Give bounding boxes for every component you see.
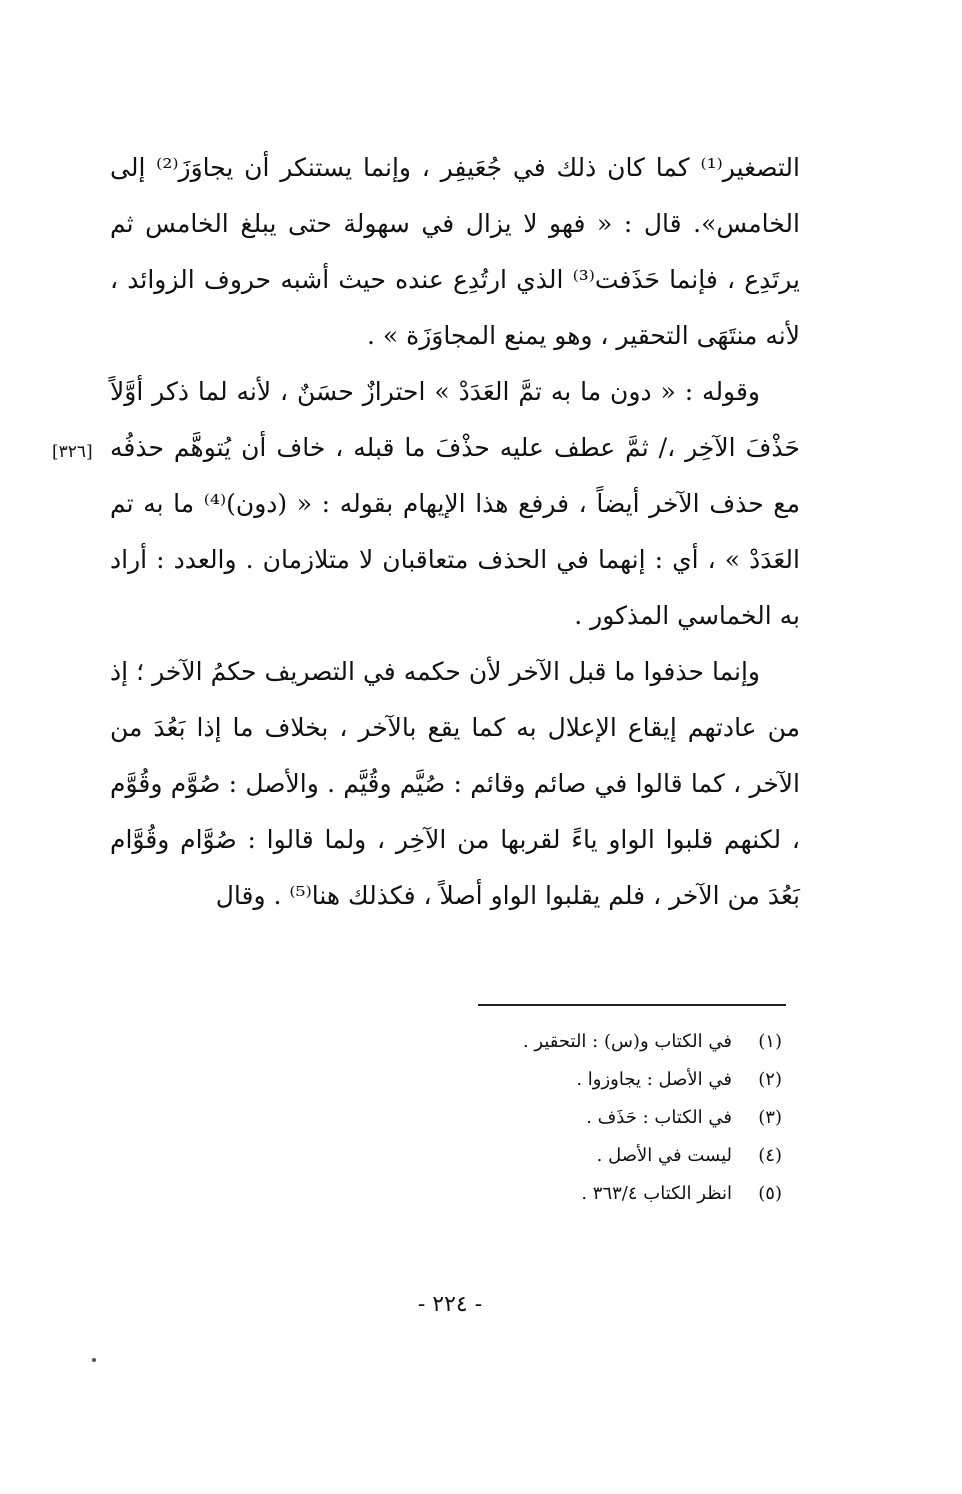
footnote-text: ليست في الأصل .	[596, 1144, 732, 1166]
footnote-text: في الكتاب و(س) : التحقير .	[522, 1030, 732, 1052]
footnote-item	[470, 1174, 782, 1212]
footnote-item	[470, 1060, 782, 1098]
footnotes	[470, 1022, 782, 1212]
marginal-page-reference: [٣٢٦]	[52, 442, 93, 462]
footnote-number: (٥)	[758, 1182, 782, 1204]
footnote-item	[470, 1136, 782, 1174]
footnote-text: في الأصل : يجاوزوا .	[576, 1068, 732, 1090]
footnote-number: (١)	[758, 1030, 782, 1052]
page-number: - ٢٢٤ -	[417, 1292, 483, 1317]
footnote-number: (٢)	[758, 1068, 782, 1090]
footnote-item	[470, 1098, 782, 1136]
paragraph-2: وقوله : « دون ما به تمَّ العَدَدْ » احترازٌ حسَنٌ ، لأنه لما ذكر أوَّلاً حَذْفَ الآخِر ،/ ثمَّ عطف عليه حذْفَ ما قبله ، خاف أن يُتوهَّم حذفُه مع حذف الآخر أيضاً ، فرفع هذا الإيهام بقوله : « (دون)⁽⁴⁾ ما به تم العَدَدْ » ، أي : إنهما في الحذف متعاقبان لا متلازمان . والعدد : أراد به الخماسي المذكور .	[110, 377, 800, 630]
footnote-number: (٣)	[758, 1106, 782, 1128]
footnote-number: (٤)	[758, 1144, 782, 1166]
footnote-item	[470, 1022, 782, 1060]
footnote-text: انظر الكتاب ٣٦٣/٤ .	[581, 1182, 732, 1204]
paragraph-1: التصغير⁽¹⁾ كما كان ذلك في جُعَيفِر ، وإنما يستنكر أن يجاوَزَ⁽²⁾ إلى الخامس». قال : « فهو لا يزال في سهولة حتى يبلغ الخامس ثم يرتَدِع ، فإنما حَذَفت⁽³⁾ الذي ارتُدِع عنده حيث أشبه حروف الزوائد ، لأنه منتَهَى التحقير ، وهو يمنع المجاوَزَة » .	[110, 153, 800, 350]
main-text	[110, 140, 800, 924]
footnote-divider	[478, 1004, 786, 1006]
scan-speck	[92, 1358, 96, 1362]
paragraph-3: وإنما حذفوا ما قبل الآخر لأن حكمه في التصريف حكمُ الآخر ؛ إذ من عادتهم إيقاع الإعلال به كما يقع بالآخر ، بخلاف ما إذا بَعُدَ من الآخر ، كما قالوا في صائم وقائم : صُيَّم وقُيَّم . والأصل : صُوَّم وقُوَّم ، لكنهم قلبوا الواو ياءً لقربها من الآخِر ، ولما قالوا : صُوَّام وقُوَّام بَعُدَ من الآخر ، فلم يقلبوا الواو أصلاً ، فكذلك هنا⁽⁵⁾ . وقال	[110, 657, 800, 910]
footnote-text: في الكتاب : حَذَف .	[586, 1106, 732, 1128]
